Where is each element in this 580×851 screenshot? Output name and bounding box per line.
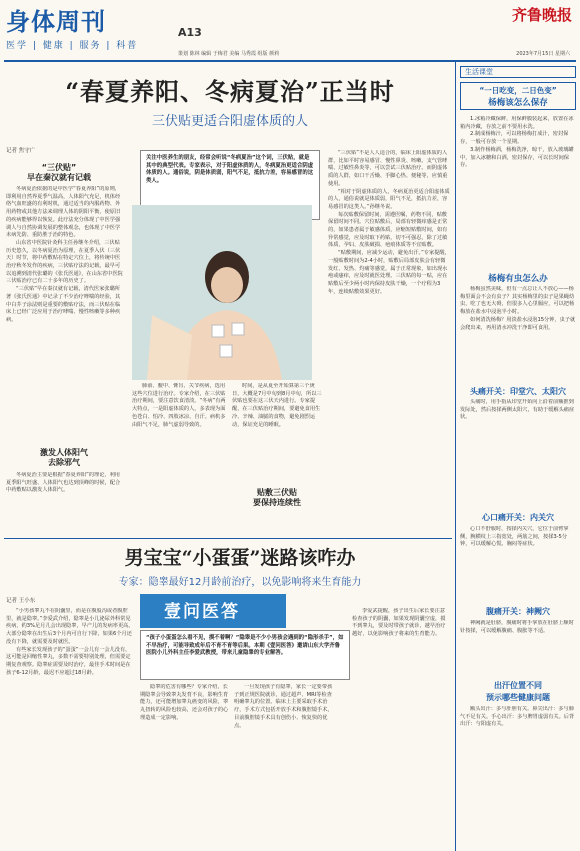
right-headline-1: “一日吃变，二日色变”	[479, 86, 557, 95]
article1-col2: 肺俞、膻中、膏肓、关节疾病，选用这些穴位进行治疗。专家介绍，在三伏贴治疗期间，要注意饮食清淡。“冬病”有两大特点，一是阳虚体质的人，多表现为面色苍白、怕冷、四肢冰凉、自汗。病机多由阳气不足，肺气虚弱导致的。	[132, 383, 226, 428]
section-title: 身体周刊	[6, 7, 106, 36]
article2-lead-box: “孩子小蛋蛋怎么看不见，摸不着啊？”隐睾是不少小男孩会遇到的“隐形杀手”，如不早治疗，可能导致成年后不育不育等后果。本期《壹问医答》邀请山东大学齐鲁医院小儿外科主任李爱武教授，带来儿童隐睾的专业解答。	[140, 630, 350, 680]
masthead-rule	[4, 60, 576, 62]
article1-col4: “三伏贴”不是人人适合的，临床上阳虚体质的人群，比如平时容易感冒、慢性鼻炎、咳嗽、支气管哮喘、过敏性鼻炎等，可以尝试三伏贴治疗。而阴虚体质的人群，如口干舌燥、手脚心热、便秘等，应慎重使用。 “相对于阴虚体质的人，冬病夏治更适合阳虚体质的人，通俗说就是体质弱，阳气不足，抵抗力差，容易感冒的这类人。”孙继冬说。 每次贴敷保留时间，需遵医嘱，药物不同，贴敷保留时间不同。穴位贴敷后，局部有轻微痒感是正常的，如果患者属于敏感体质，应缩短贴敷时间，如有异常感觉，应及时取下药贴，切不可强忍，除了过敏体质，孕妇、皮肤破损、疤痕体质等不宜贴敷。 “贴敷期间，应减少运动，避免出汗。”专家提醒，一般贴敷时间为2-4小时，贴敷后局部皮肤会有轻微发红、发热、灼痛等感觉，属于正常现象，如出现水疱或瘙痒，应及时就医处理。三伏贴的每一贴，应在贴敷后至少两小时内保持皮肤干燥，一个疗程为3年，连续贴敷效果更好。	[328, 150, 450, 295]
page-number: A13	[178, 26, 202, 39]
right-heading-6: 出汗位置不同	[494, 681, 542, 690]
article1-col3: 时间，是从夏至开始算第三个庚日，大概是7月中旬到8月中旬，所以三伏贴也要在这三伏天内进行。专家提醒，在三伏贴治疗期间，要避免食用生冷、辛辣、油腻的食物，避免剧烈运动，保证充足的睡眠。	[232, 383, 322, 428]
right-heading-5: 腹痛开关：神阙穴	[486, 607, 550, 616]
right-text-6: 额头出汗：多与肝胆有关。鼻尖出汗：多与肺气不足有关。手心出汗：多与脾胃虚弱有关。后背出汗：与阳虚有关。	[460, 706, 575, 728]
person-with-patches-illustration	[132, 205, 312, 380]
right-heading-2: 杨梅有虫怎么办	[488, 274, 548, 284]
right-text-2: 杨梅虽然美味，但有一点总让人不放心——杨梅里面会不会有虫子？其实杨梅里的虫子是果蝇幼虫，吃了也无大碍，但很多人心里膈应，可以把杨梅放在盐水中浸泡半小时。 如何清洗杨梅？用淡盐水浸泡15分钟，虫子就会爬出来，再用清水冲洗干净即可食用。	[460, 286, 576, 331]
article1-col1-cont: 冬病夏治主要是根据“春夏养阳”的理论，利用夏季阳气旺盛、人体阳气也达到顶峰的时候，配合中药敷贴以激发人体阳气。	[6, 472, 121, 494]
issue-date: 2023年7月15日 星期六	[516, 51, 570, 57]
article1-subheadline: 三伏贴更适合阳虚体质的人	[151, 114, 308, 129]
side-heading-1: “三伏贴” 早在秦汉就有记载	[27, 163, 91, 182]
article1-headline: “春夏养阳、冬病夏治”正当时	[65, 77, 395, 106]
article2-col2: 隐睾的危害有哪些？专家介绍，长期隐睾会导致睾丸发育不良，影响生育能力，还可能增加睾丸癌变的风险，睾丸扭转的风险也较高，还会对孩子的心理造成一定影响。	[140, 684, 229, 721]
right-column	[460, 66, 576, 848]
column-separator	[455, 62, 456, 851]
article1-lead-box: 关注中医养生的朋友，经常会听说“冬病夏治”这个词，三伏贴，就是其中的典型代表。专家表示，对于阳虚体质的人，冬病夏治更适合阴虚体质的人。通俗说，阴是体质弱，阳气不足，抵抗力差，容易感冒的这类人。	[140, 150, 320, 220]
right-text-1: 1.冰箱冷藏保鲜，用保鲜膜装起来，放置在冰箱内冷藏，存放之前不要用水洗。 2.制成杨梅汁，可以将杨梅打成汁，密封保存，一般可存放一个星期。 3.制作杨梅酒，杨梅洗净，晾干，放入玻璃罐中，加入冰糖和白酒，密封保存，可以长时间保存。	[460, 116, 574, 169]
article2-col1: “小男孩睾丸不在阴囊里，而是在腹股沟或者腹腔里，就是隐睾。”李爱武介绍，隐睾是小儿泌尿外科常见疾病，约3%足月儿会出现隐睾，早产儿的发病率更高。大部分隐睾在出生后3个月内可自行下降，如果6个月还没有下降，就需要及时就医。 有些家长发现孩子的“蛋蛋”一会儿有一会儿没有，这可能是回缩性睾丸，多数不需要特别处理，但需要定期复查观察。隐睾症需要及时治疗，最佳手术时间是在孩子6-12月龄，最迟不应超过18月龄。	[6, 608, 134, 676]
masthead	[0, 0, 580, 62]
side-heading-2: 激发人体阳气 去除邪气	[40, 448, 88, 467]
article1-col1: 冬病夏治依据的是中医学“春夏养阳”的原则，即利用自然界夏季气温高，人体阳气充足，机体经络气血旺盛的有利时机，通过适当的内服药物、外用药物或其他方法来调理人体的阴阳平衡，使原旧的疾病能够得以恢复。此疗法充分体现了中医学强调人与自然协调发展的整体观念，也体现了中医学未病先防、重防胜于治的特色。 山东省中医院针灸科主任孙继冬介绍，三伏贴历史悠久，以冬病夏治为原理，在夏季入伏（三伏天）时节，将中药敷贴在特定穴位上，将传统中医治疗秋冬发作的疾病，三伏贴疗法的记载，最早可以追溯到清代张璐的《张氏医通》，在山东省中医院三伏贴治疗已有二十多年的历史了。 “三伏贴”早在秦汉就有记载，清代医家张璐所著《张氏医通》中记录了不少治疗哮喘的经验，其中白芥子涂法则是重要的敷贴疗法，而三伏贴在临床上已经广泛应用于治疗哮喘、慢性咳嗽等多种疾病。	[6, 186, 123, 323]
section-subtitle: 医学 | 健康 | 服务 | 科普	[6, 41, 139, 51]
article2-reporter: 记者 王小东	[6, 598, 36, 604]
right-text-4: 心口不舒服时，按揉内关穴，它位于前臂掌侧，腕横纹上三指宽处，两筋之间，按揉3-5分钟，可以缓解心慌、胸闷等症状。	[460, 526, 569, 548]
right-headline-2: 杨梅该怎么保存	[488, 98, 548, 108]
life-class-tag: 生活课堂	[460, 66, 576, 78]
right-heading-3: 头痛开关：印堂穴、太阳穴	[470, 387, 566, 396]
right-text-3: 头痛时，用手指从印堂开始向上沿着前额推到发际处，然后按揉两侧太阳穴，有助于缓解头痛症状。	[460, 399, 575, 421]
qa-banner-title: 壹问医答	[164, 602, 240, 622]
side-heading-3: 贴敷三伏贴 要保持连续性	[253, 488, 301, 507]
article1-reporter: 记者 焦守广	[6, 148, 36, 154]
article1-photo	[132, 205, 312, 380]
article2-col4: 李爱武提醒，孩子出生后家长要注意检查孩子的阴囊，如果发现阴囊空虚，摸不到睾丸，要及时带孩子就诊，越早治疗越好，以免影响孩子将来的生育能力。	[352, 608, 446, 638]
right-text-5: 神阙就是肚脐，腹痛时将手掌放在肚脐上顺时针按揉，可以缓解腹痛、腹胀等不适。	[460, 620, 574, 634]
article2-col3: 一旦发现孩子有隐睾，家长一定要带孩子到正规医院就诊，通过超声、MRI等检查明确睾丸的位置。临床上主要采取手术治疗，手术方式包括开放手术和腹腔镜手术，目前腹腔镜手术具有创伤小、恢复快的优点。	[234, 684, 333, 729]
staff-credits: 策划 陈林 编辑 于梅君 美编 马秀霞 组版 颜莉	[178, 51, 280, 57]
newspaper-logo: 齐鲁晚报	[511, 6, 572, 24]
article2-subheadline: 专家：隐睾最好12月龄前治疗，以免影响将来生育能力	[118, 577, 362, 588]
article2-headline: 男宝宝“小蛋蛋”迷路该咋办	[124, 547, 356, 569]
right-heading-4: 心口痛开关：内关穴	[482, 513, 554, 522]
right-heading-7: 预示哪些健康问题	[486, 693, 550, 702]
article-divider	[4, 538, 452, 539]
